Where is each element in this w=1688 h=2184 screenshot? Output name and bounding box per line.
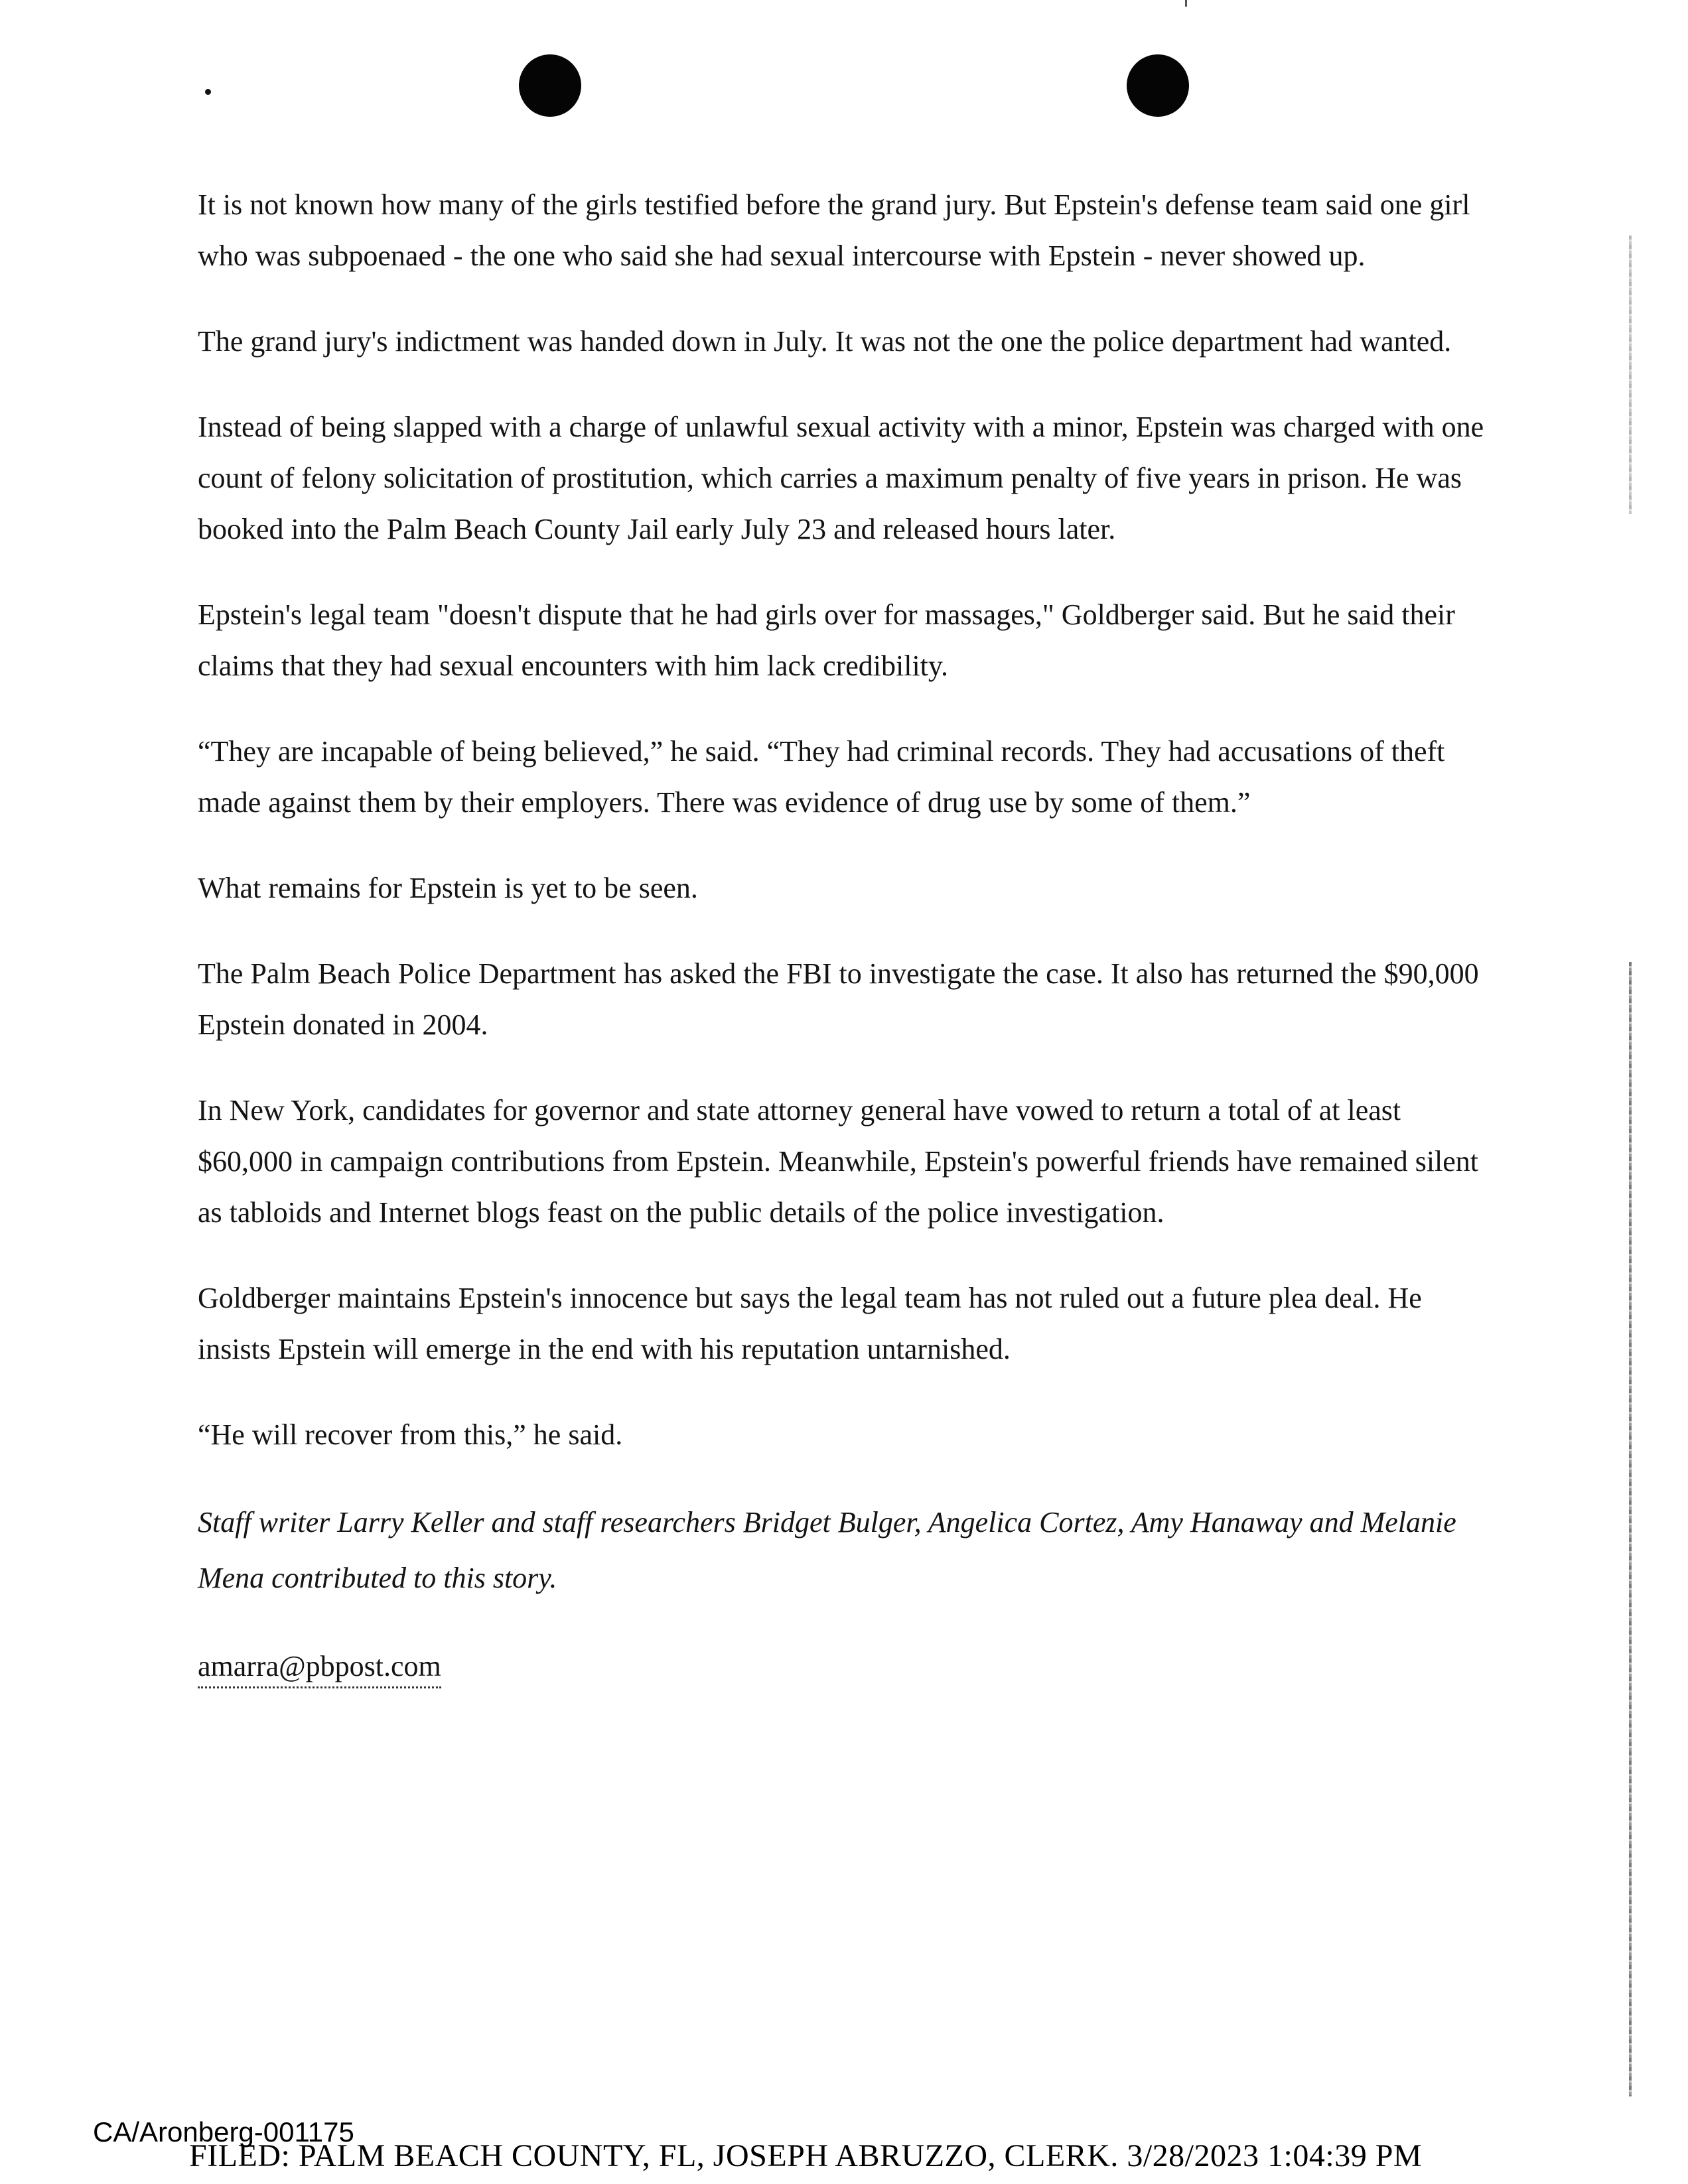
filed-stamp: FILED: PALM BEACH COUNTY, FL, JOSEPH ABRUZZO, CLERK. 3/28/2023 1:04:39 PM [189, 2138, 1423, 2173]
scan-margin-artifact-bottom [1629, 962, 1632, 2096]
article-paragraph-10: “He will recover from this,” he said. [198, 1418, 623, 1451]
scan-tick-mark [1185, 0, 1187, 7]
article-paragraph-4: Epstein's legal team "doesn't dispute that he had girls over for massages," Goldberger said. But he said their claims that they had sexual encounters with him lack credibility. [198, 598, 1455, 682]
bates-number: CA/Aronberg-001175 [93, 2116, 354, 2148]
article-paragraph-7: The Palm Beach Police Department has asked the FBI to investigate the case. It also has returned the $90,000 Epstein donated in 2004. [198, 957, 1479, 1041]
article-paragraph-5: “They are incapable of being believed,” he said. “They had criminal records. They had accusations of theft made against them by their employers. There was evidence of drug use by some of them.” [198, 735, 1445, 819]
article-paragraph-3: Instead of being slapped with a charge of unlawful sexual activity with a minor, Epstein was charged with one count of felony solicitation of prostitution, which carries a maximum penalty of five years in prison. He was booked into the Palm Beach County Jail early July 23 and released hours later. [198, 411, 1484, 545]
author-email-link[interactable]: amarra@pbpost.com [198, 1647, 441, 1688]
article-paragraph-9: Goldberger maintains Epstein's innocence but says the legal team has not ruled out a future plea deal. He insists Epstein will emerge in the end with his reputation untarnished. [198, 1282, 1422, 1365]
article-paragraph-2: The grand jury's indictment was handed down in July. It was not the one the police department had wanted. [198, 325, 1452, 358]
staff-credit: Staff writer Larry Keller and staff researchers Bridget Bulger, Angelica Cortez, Amy Hanaway and Melanie Mena contributed to this story. [198, 1506, 1456, 1594]
punch-hole-right [1127, 54, 1189, 117]
article-paragraph-8: In New York, candidates for governor and state attorney general have vowed to return a total of at least $60,000 in campaign contributions from Epstein. Meanwhile, Epstein's powerful friends have remained silent as tabloids and Internet blogs feast on the public details of the police investigation. [198, 1094, 1479, 1229]
author-contact [198, 1641, 1492, 1692]
scan-speck [205, 89, 211, 95]
article-body [198, 179, 1492, 1726]
punch-hole-left [519, 54, 581, 117]
article-paragraph-6: What remains for Epstein is yet to be seen. [198, 872, 698, 904]
article-paragraph-1: It is not known how many of the girls testified before the grand jury. But Epstein's defense team said one girl who was subpoenaed - the one who said she had sexual intercourse with Epstein - never showed up. [198, 188, 1470, 272]
scan-margin-artifact-top [1629, 236, 1632, 514]
